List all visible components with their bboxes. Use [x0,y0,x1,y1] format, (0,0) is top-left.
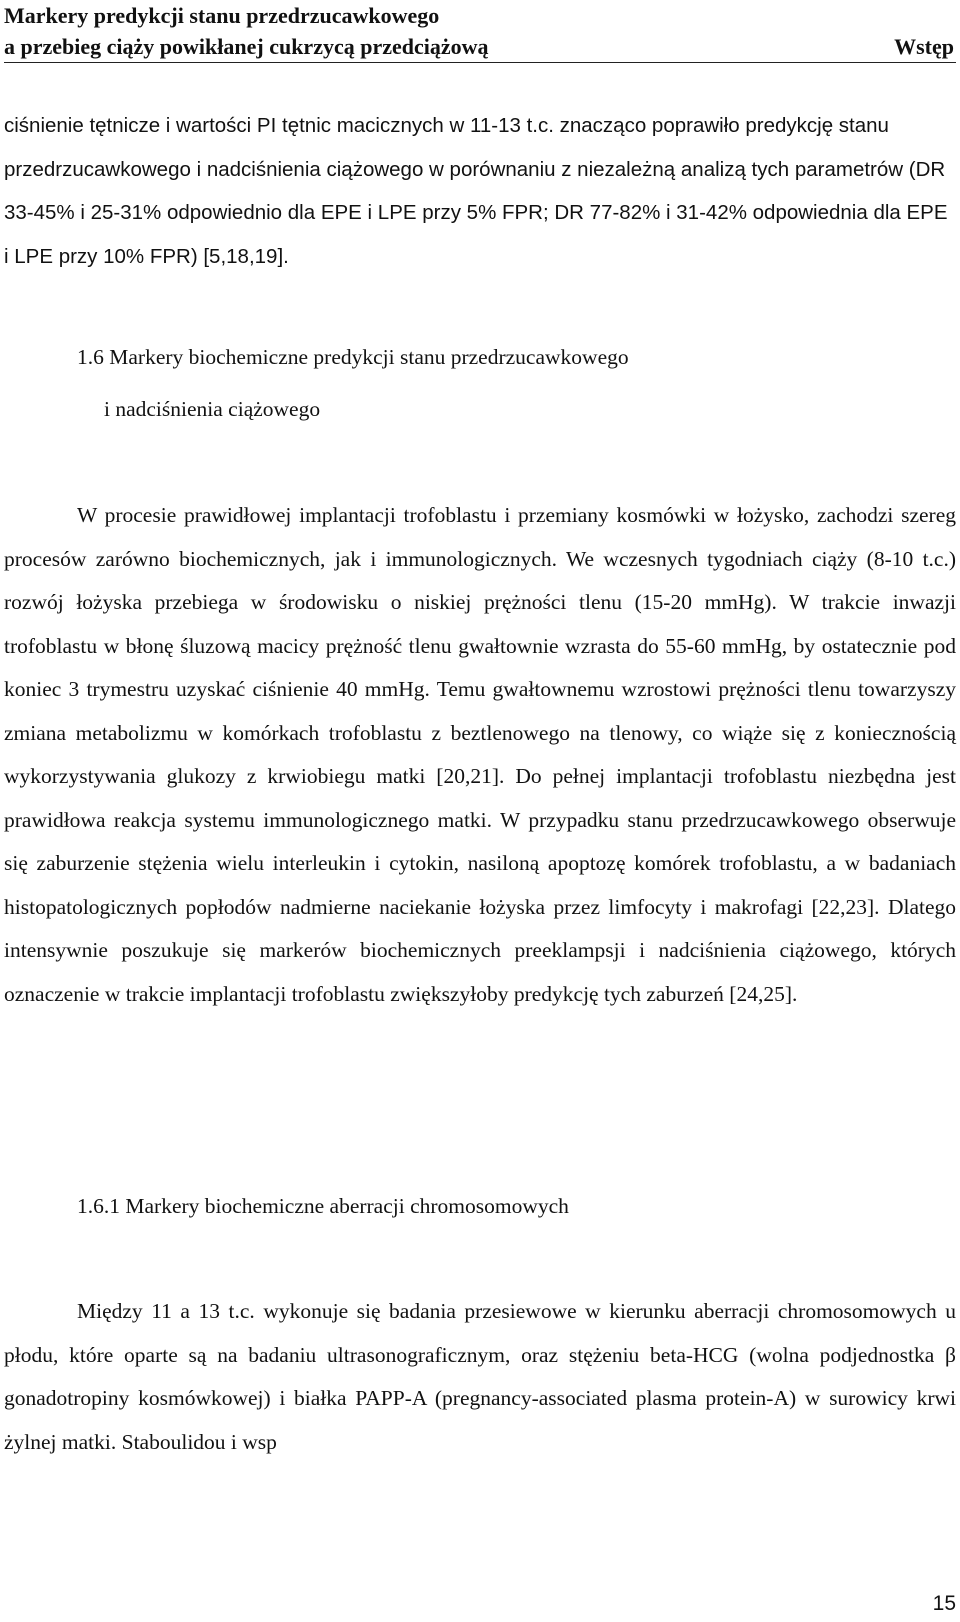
header-title-line1: Markery predykcji stanu przedrzucawkowego [4,3,440,28]
paragraph-screening: Między 11 a 13 t.c. wykonuje się badania przesiewowe w kierunku aberracji chromosomowych u płodu, które oparte są na badaniu ultrasonograficznym, oraz stężeniu beta-HCG (wolna podjednostka β gonadotropiny kosmówkowej) i białka PAPP-A (pregnancy-associated plasma protein-A) w surowicy krwi żylnej matki. Staboulidou i wsp [4,1299,956,1454]
header-title-line2: a przebieg ciąży powikłanej cukrzycą przedciążową [4,34,489,59]
page-number: 15 [932,1592,956,1615]
section-heading-1-6-line2: i nadciśnienia ciążowego [104,397,321,421]
running-header [4,0,956,63]
header-section: Wstęp [894,34,954,59]
section-heading-1-6-line1: 1.6 Markery biochemiczne predykcji stanu przedrzucawkowego [77,345,629,369]
section-heading-1-6-1: 1.6.1 Markery biochemiczne aberracji chromosomowych [77,1194,569,1218]
paragraph-implantation: W procesie prawidłowej implantacji trofoblastu i przemiany kosmówki w łożysko, zachodzi szereg procesów zarówno biochemicznych, jak i immunologicznych. We wczesnych tygodniach ciąży (8-10 t.c.) rozwój łożyska przebiega w środowisku o niskiej prężności tlenu (15-20 mmHg). W trakcie inwazji trofoblastu w błonę śluzową macicy prężność tlenu gwałtownie wzrasta do 55-60 mmHg, by ostatecznie pod koniec 3 trymestru uzyskać ciśnienie 40 mmHg. Temu gwałtownemu wzrostowi prężności tlenu towarzyszy zmiana metabolizmu w komórkach trofoblastu z beztlenowego na tlenowy, co wiąże się z koniecznością wykorzystywania glukozy z krwiobiegu matki [20,21]. Do pełnej implantacji trofoblastu niezbędna jest prawidłowa reakcja systemu immunologicznego matki. W przypadku stanu przedrzucawkowego obserwuje się zaburzenie stężenia wielu interleukin i cytokin, nasiloną apoptozę komórek trofoblastu, a w badaniach histopatologicznych popłodów nadmierne naciekanie łożyska przez limfocyty i makrofagi [22,23]. Dlatego intensywnie poszukuje się markerów biochemicznych preeklampsji i nadciśnienia ciążowego, których oznaczenie w trakcie implantacji trofoblastu zwiększyłoby predykcję tych zaburzeń [24,25]. [4,503,956,1006]
paragraph-continuation: ciśnienie tętnicze i wartości PI tętnic macicznych w 11-13 t.c. znacząco poprawiło predykcję stanu przedrzucawkowego i nadciśnienia ciążowego w porównaniu z niezależną analizą tych parametrów (DR 33-45% i 25-31% odpowiednio dla EPE i LPE przy 5% FPR; DR 77-82% i 31-42% odpowiednia dla EPE i LPE przy 10% FPR) [5,18,19]. [4,114,948,268]
